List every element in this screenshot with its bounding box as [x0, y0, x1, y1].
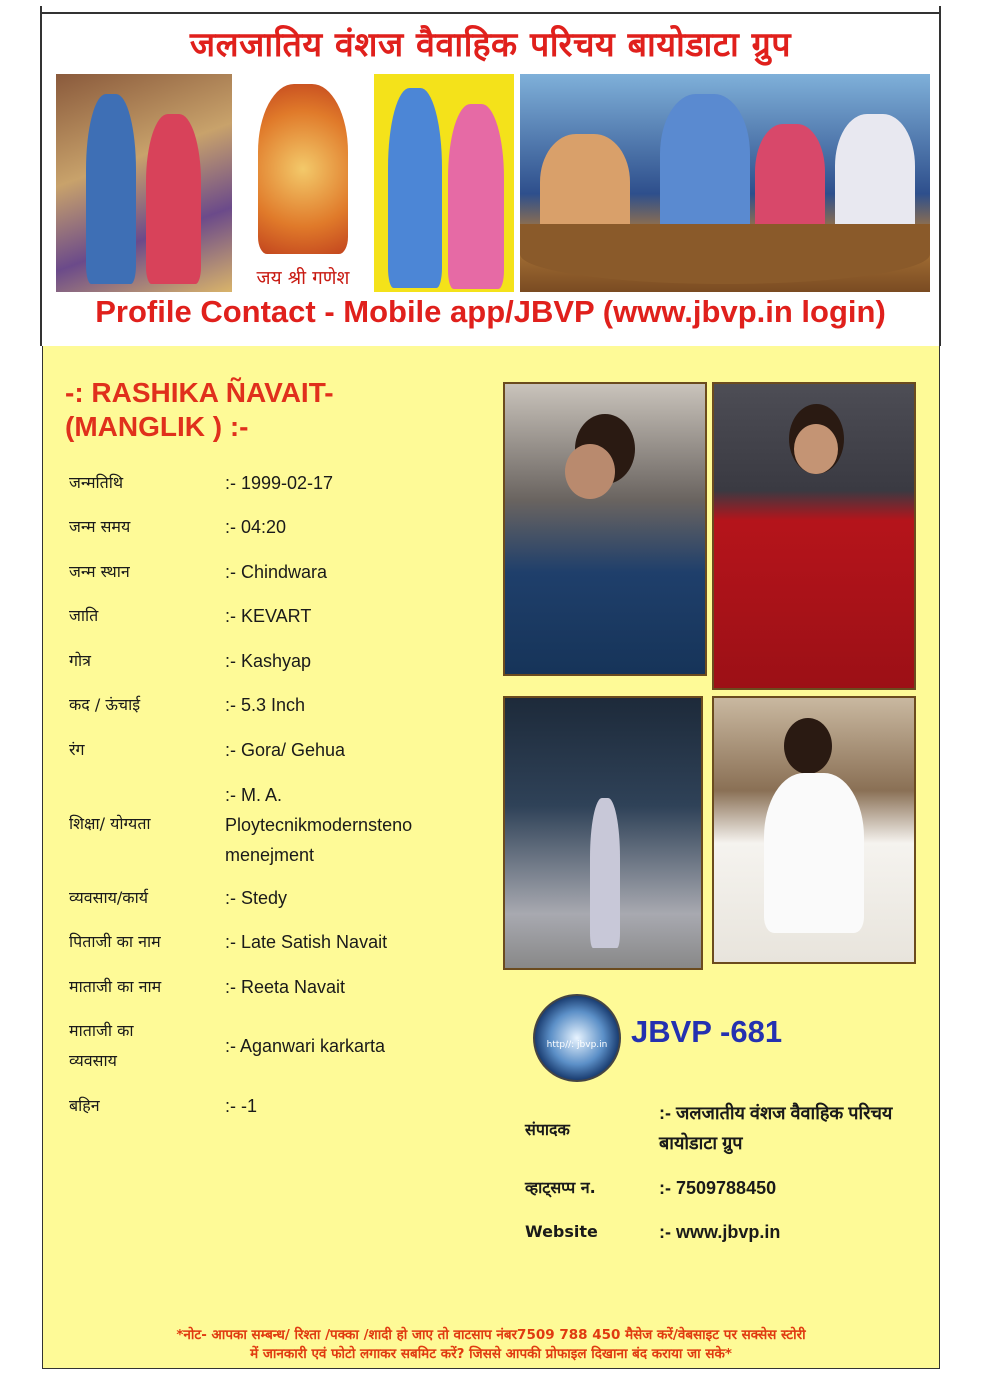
note-line-1: *नोट- आपका सम्बन्ध/ रिश्ता /पक्का /शादी हो जाए तो वाटसाप नंबर7509 788 450 मैसेज करें/वेबसाइट पर सक्सेस स्टोरी	[176, 1327, 806, 1343]
profile-photo-1	[503, 382, 707, 676]
field-value: :- Aganwari karkarta	[225, 1036, 386, 1056]
ram-sita-image	[56, 74, 232, 292]
boat-scene-image	[520, 74, 930, 292]
name-line-2: (MANGLIK ) :-	[65, 411, 249, 442]
field-label: जन्म समय	[69, 517, 131, 536]
field-label: जाति	[69, 606, 99, 625]
website-value[interactable]: :- www.jbvp.in	[659, 1222, 781, 1242]
ram-sita-yellow-image	[374, 74, 514, 292]
field-label: कद / ऊंचाई	[69, 695, 141, 714]
name-line-1: -: RASHIKA ÑAVAIT-	[65, 377, 334, 408]
field-label: जन्म स्थान	[69, 562, 130, 581]
note-line-2: में जानकारी एवं फोटो लगाकर सबमिट करें? जिससे आपकी प्रोफाइल दिखाना बंद कराया जा सके*	[250, 1346, 732, 1362]
field-label: माताजी का नाम	[69, 977, 162, 996]
field-value: :- Late Satish Navait	[225, 932, 388, 952]
profile-photo-3	[503, 696, 703, 970]
field-label: रंग	[69, 740, 85, 759]
editor-label: संपादक	[525, 1120, 570, 1139]
field-label: जन्मतिथि	[69, 473, 124, 492]
field-value: :- -1	[225, 1096, 258, 1116]
field-value: :- Reeta Navait	[225, 977, 346, 997]
field-label: माताजी का व्यवसाय	[69, 1021, 134, 1070]
profile-id: JBVP -681	[631, 1014, 783, 1049]
whatsapp-label: व्हाट्सप्प न.	[525, 1178, 596, 1197]
field-value: :- KEVART	[225, 606, 312, 626]
title-rule	[42, 12, 939, 14]
ganesh-caption: जय श्री गणेश	[256, 267, 350, 289]
field-value: :- 5.3 Inch	[225, 695, 306, 715]
biodata-card	[42, 346, 940, 1369]
footer-note	[43, 1326, 939, 1364]
field-label: व्यवसाय/कार्य	[69, 888, 148, 907]
whatsapp-value: :- 7509788450	[659, 1178, 777, 1198]
field-value: :- Chindwara	[225, 562, 328, 582]
logo-text: http//: jbvp.in	[546, 1040, 608, 1050]
field-value: :- 1999-02-17	[225, 473, 334, 493]
field-label: बहिन	[69, 1096, 100, 1115]
field-label: गोत्र	[69, 651, 91, 670]
field-label: पिताजी का नाम	[69, 932, 161, 951]
field-label: शिक्षा/ योग्यता	[69, 814, 151, 833]
profile-name	[65, 376, 425, 444]
field-value: :- Gora/ Gehua	[225, 740, 346, 760]
website-label: Website	[525, 1222, 598, 1241]
contact-line: Profile Contact - Mobile app/JBVP (www.jbvp.in login)	[95, 294, 886, 329]
banner-title: जलजातिय वंशज वैवाहिक परिचय बायोडाटा ग्रुप	[189, 25, 792, 65]
jbvp-logo	[533, 994, 621, 1082]
field-value: :- Kashyap	[225, 651, 312, 671]
ganesh-image	[238, 74, 368, 292]
field-value: :- 04:20	[225, 517, 287, 537]
profile-photo-4	[712, 696, 916, 964]
editor-value: :- जलजातीय वंशज वैवाहिक परिचय बायोडाटा ग्रुप	[659, 1103, 893, 1153]
field-value: :- M. A. Ploytecnikmodernsteno menejment	[225, 785, 413, 865]
header-banner	[40, 6, 941, 346]
field-value: :- Stedy	[225, 888, 288, 908]
profile-photo-2	[712, 382, 916, 690]
